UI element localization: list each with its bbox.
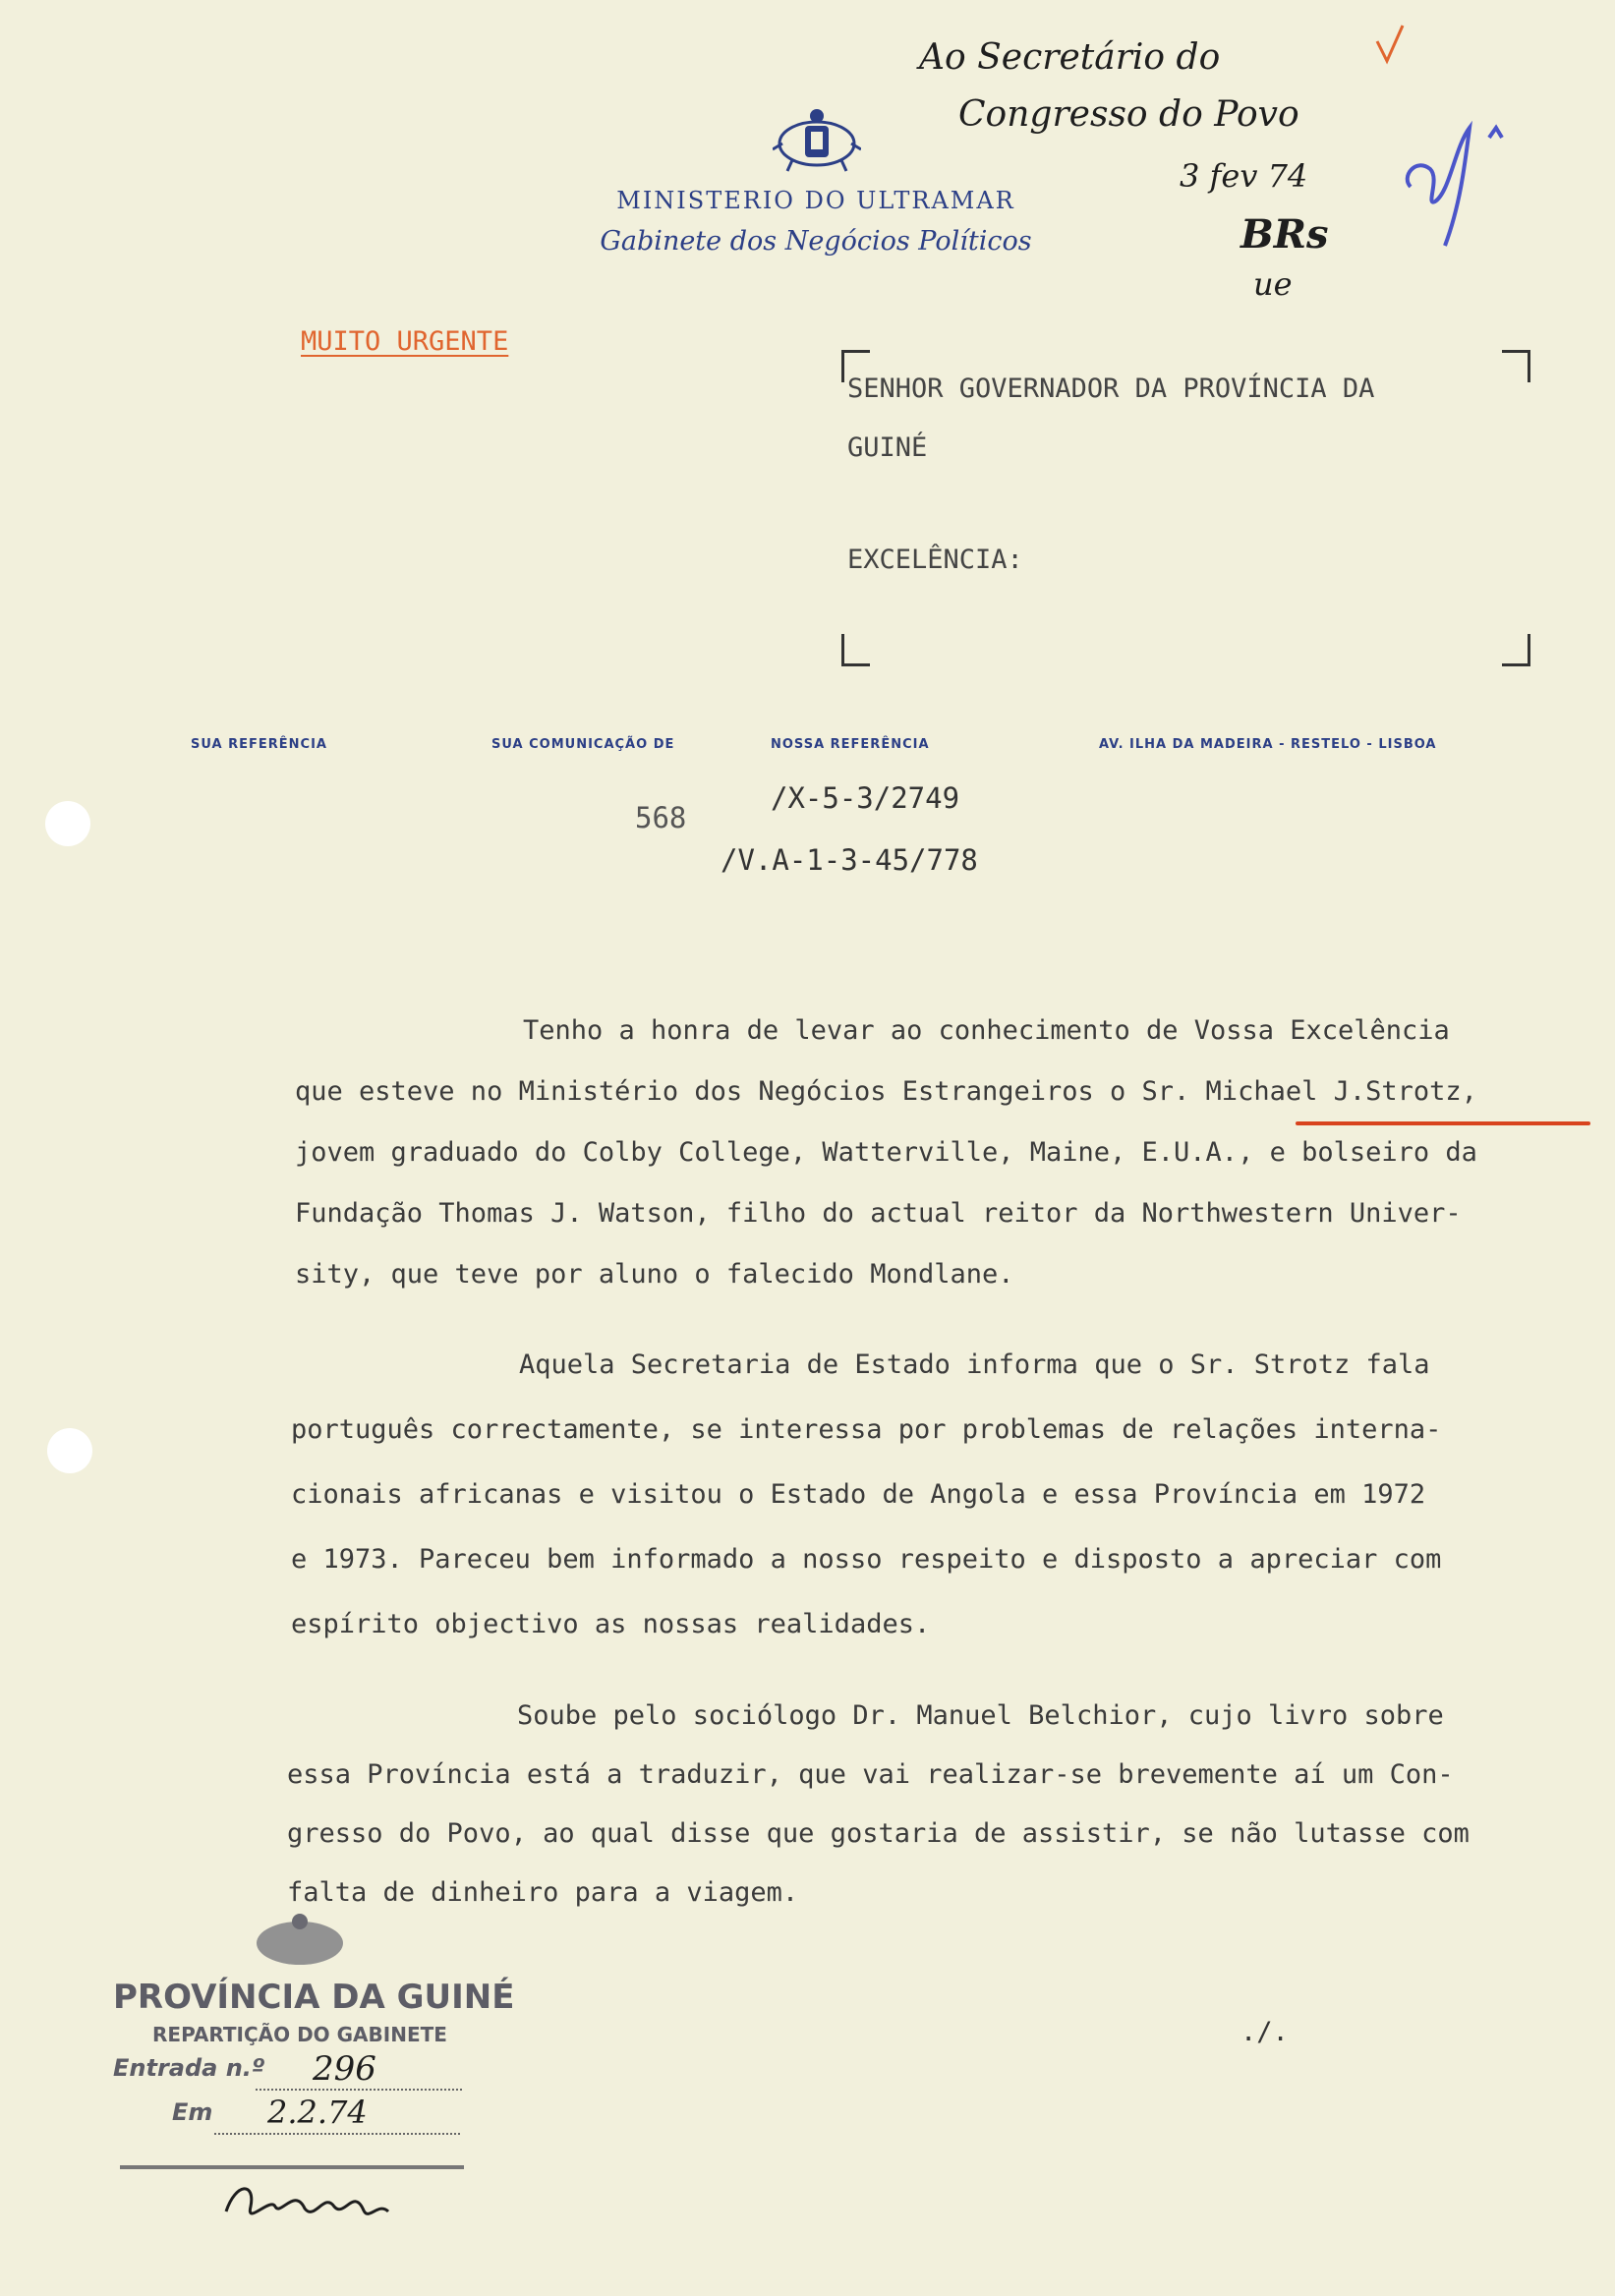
punch-hole-top (45, 801, 90, 846)
handwritten-note-date: 3 fev 74 (1180, 157, 1308, 195)
paragraph-line: jovem graduado do Colby College, Watterville, Maine, E.U.A., e bolseiro da (295, 1137, 1477, 1168)
blue-signature-icon (1396, 108, 1514, 256)
nossa-referencia-label: NOSSA REFERÊNCIA (771, 737, 930, 752)
addressee-line-1: SENHOR GOVERNADOR DA PROVÍNCIA DA (847, 373, 1375, 404)
paragraph-line: cionais africanas e visitou o Estado de Angola e essa Província em 1972 (291, 1479, 1426, 1510)
addressee-line-2: GUINÉ (847, 432, 928, 463)
paragraph-line: Aquela Secretaria de Estado informa que o Sr. Strotz fala (519, 1349, 1430, 1380)
salutation: EXCELÊNCIA: (847, 545, 1023, 575)
paragraph-line: espírito objectivo as nossas realidades. (291, 1609, 931, 1639)
stamp-signature-icon (216, 2167, 413, 2236)
reference-number: 568 (635, 801, 687, 834)
punch-hole-bottom (47, 1428, 92, 1473)
paragraph-line: Soube pelo sociólogo Dr. Manuel Belchior, cujo livro sobre (517, 1700, 1444, 1731)
paragraph-line: que esteve no Ministério dos Negócios Estrangeiros o Sr. Michael J.Strotz, (295, 1076, 1477, 1107)
paragraph-line: sity, que teve por aluno o falecido Mondlane. (295, 1259, 1014, 1290)
address-corner-bl (841, 634, 870, 666)
paragraph-line: falta de dinheiro para a viagem. (287, 1877, 799, 1908)
em-dotted-line (214, 2133, 460, 2135)
address-corner-br (1502, 634, 1530, 666)
address-corner-tr (1502, 350, 1530, 382)
handwritten-note-line-2: Congresso do Povo (958, 94, 1299, 135)
paragraph-line: e 1973. Pareceu bem informado a nosso respeito e disposto a apreciar com (291, 1544, 1442, 1575)
nossa-referencia-1: /X-5-3/2749 (771, 781, 960, 815)
handwritten-initials: BRs (1240, 211, 1329, 258)
paragraph-line: gresso do Povo, ao qual disse que gostaria de assistir, se não lutasse com (287, 1818, 1470, 1849)
stamp-entrada-value: 296 (313, 2049, 376, 2089)
paragraph-line: Tenho a honra de levar ao conhecimento de Vossa Excelência (523, 1015, 1450, 1046)
entrada-dotted-line (256, 2089, 462, 2091)
sua-referencia-label: SUA REFERÊNCIA (191, 737, 327, 752)
stamp-em-value: 2.2.74 (267, 2094, 368, 2131)
continuation-mark: ./. (1240, 2017, 1289, 2047)
gabinete-subtitle: Gabinete dos Negócios Políticos (600, 226, 1032, 257)
urgency-label: MUITO URGENTE (301, 326, 509, 357)
paragraph-line: essa Província está a traduzir, que vai realizar-se brevemente aí um Con- (287, 1759, 1454, 1790)
name-underline (1296, 1121, 1590, 1125)
coat-of-arms-icon (773, 106, 861, 175)
ministry-title: MINISTERIO DO ULTRAMAR (616, 187, 1015, 214)
nossa-referencia-2: /V.A-1-3-45/778 (721, 843, 978, 877)
stamp-entrada-label: Entrada n.º (113, 2054, 265, 2082)
sua-comunicacao-label: SUA COMUNICAÇÃO DE (491, 737, 675, 752)
handwritten-mark: ue (1253, 265, 1293, 303)
stamp-province: PROVÍNCIA DA GUINÉ (113, 1978, 515, 2017)
stamp-crest-icon (251, 1912, 349, 1971)
stamp-repartition: REPARTIÇÃO DO GABINETE (152, 2023, 447, 2046)
address-label: AV. ILHA DA MADEIRA - RESTELO - LISBOA (1099, 737, 1437, 752)
stamp-em-label: Em (172, 2098, 213, 2126)
paragraph-line: português correctamente, se interessa por problemas de relações interna- (291, 1414, 1442, 1445)
red-check-icon (1371, 20, 1411, 69)
paragraph-line: Fundação Thomas J. Watson, filho do actual reitor da Northwestern Univer- (295, 1198, 1462, 1229)
handwritten-note-line-1: Ao Secretário do (919, 37, 1221, 78)
